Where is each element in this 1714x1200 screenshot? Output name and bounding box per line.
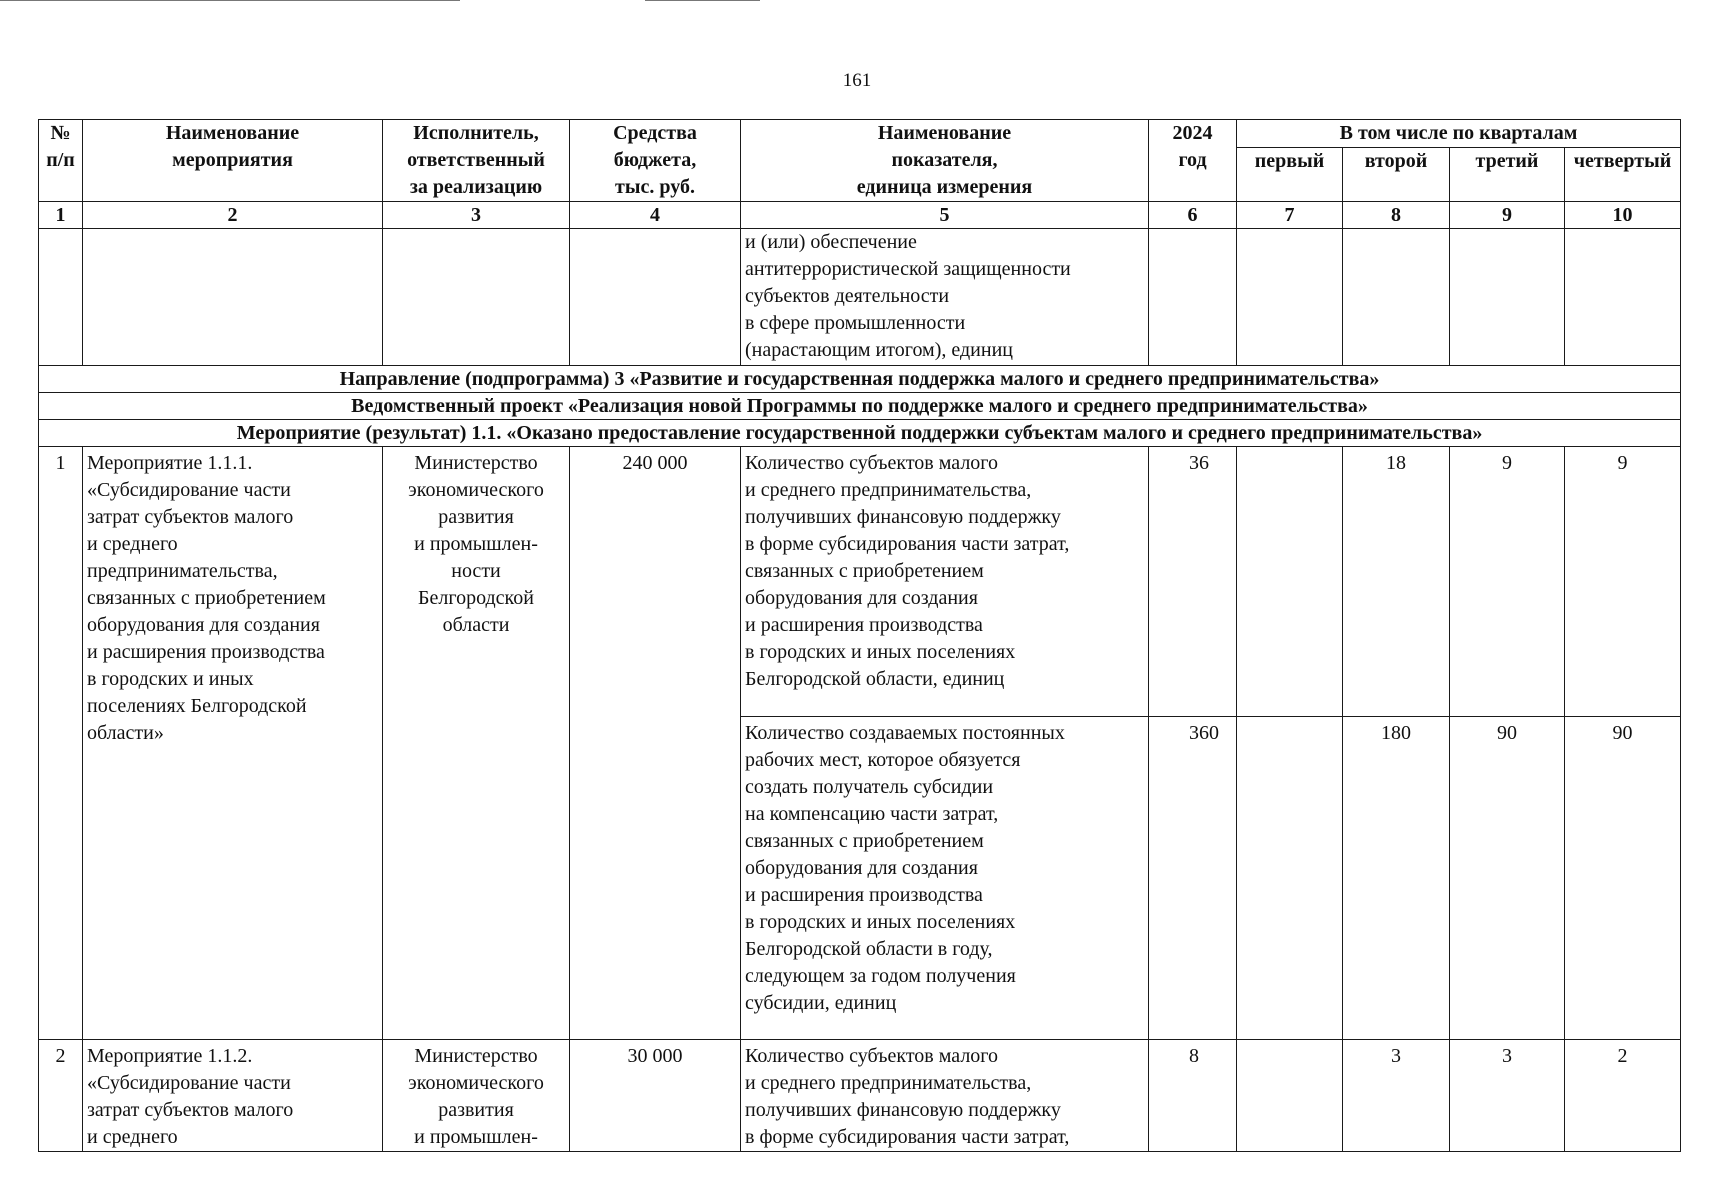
- project-banner: Ведомственный проект «Реализация новой Программы по поддержке малого и среднего предпринимательства»: [39, 393, 1681, 420]
- q4-value: 9: [1565, 447, 1681, 717]
- year-value: 36: [1149, 447, 1237, 717]
- column-number: 5: [741, 202, 1149, 229]
- header-year: 2024 год: [1149, 120, 1237, 202]
- column-number: 7: [1237, 202, 1343, 229]
- measure-name: Мероприятие 1.1.2. «Субсидирование части затрат субъектов малого и среднего: [83, 1040, 383, 1152]
- year-value: 360: [1149, 717, 1237, 1040]
- continuation-row: [39, 229, 1681, 366]
- scan-edge-line-right: [645, 0, 760, 1]
- q1-value: [1237, 717, 1343, 1040]
- row-number: 2: [39, 1040, 83, 1152]
- continuation-indicator: и (или) обеспечение антитеррористической защищенности субъектов деятельности в сфере промышленности (нарастающим итогом), единиц: [741, 229, 1149, 366]
- header-executor: Исполнитель, ответственный за реализацию: [383, 120, 570, 202]
- q2-value: 18: [1343, 447, 1450, 717]
- q3-value: 9: [1450, 447, 1565, 717]
- header-quarter-1: первый: [1237, 148, 1343, 202]
- measure-name: Мероприятие 1.1.1. «Субсидирование части затрат субъектов малого и среднего предпринимательства, связанных с приобретением оборудования для создания и расширения производства в городских и иных поселениях Белгородской области»: [83, 447, 383, 1040]
- executor: Министерство экономического развития и промышлен- ности Белгородской области: [383, 447, 570, 1040]
- header-quarter-4: четвертый: [1565, 148, 1681, 202]
- q2-value: 3: [1343, 1040, 1450, 1152]
- column-number: 1: [39, 202, 83, 229]
- result-banner: Мероприятие (результат) 1.1. «Оказано предоставление государственной поддержки субъектам малого и среднего предпринимательства»: [39, 420, 1681, 447]
- budget-amount: 30 000: [570, 1040, 741, 1152]
- indicator-text: Количество субъектов малого и среднего предпринимательства, получивших финансовую поддержку в форме субсидирования части затрат,: [741, 1040, 1149, 1152]
- q3-value: 90: [1450, 717, 1565, 1040]
- direction-banner-row: [39, 366, 1681, 393]
- q1-value: [1237, 447, 1343, 717]
- indicator-text: Количество субъектов малого и среднего предпринимательства, получивших финансовую поддержку в форме субсидирования части затрат, связанных с приобретением оборудования для создания и расширения производства в городских и иных поселениях Белгородской области, единиц: [741, 447, 1149, 717]
- header-quarter-3: третий: [1450, 148, 1565, 202]
- column-number: 6: [1149, 202, 1237, 229]
- program-table: [38, 119, 1681, 1152]
- q4-value: 90: [1565, 717, 1681, 1040]
- project-banner-row: [39, 393, 1681, 420]
- scan-edge-line-left: [0, 0, 460, 1]
- header-num: № п/п: [39, 120, 83, 202]
- header-budget: Средства бюджета, тыс. руб.: [570, 120, 741, 202]
- column-number: 8: [1343, 202, 1450, 229]
- table-row: [39, 1040, 1681, 1152]
- q1-value: [1237, 1040, 1343, 1152]
- q3-value: 3: [1450, 1040, 1565, 1152]
- indicator-text: Количество создаваемых постоянных рабочих мест, которое обязуется создать получатель субсидии на компенсацию части затрат, связанных с приобретением оборудования для создания и расширения производства в городских и иных поселениях Белгородской области в году, следующем за годом получения субсидии, единиц: [741, 717, 1149, 1040]
- row-number: 1: [39, 447, 83, 1040]
- column-number: 9: [1450, 202, 1565, 229]
- budget-amount: 240 000: [570, 447, 741, 1040]
- column-number: 10: [1565, 202, 1681, 229]
- column-number-row: [39, 202, 1681, 229]
- direction-banner: Направление (подпрограмма) 3 «Развитие и государственная поддержка малого и среднего предпринимательства»: [39, 366, 1681, 393]
- column-number: 2: [83, 202, 383, 229]
- page-number: 161: [842, 70, 872, 91]
- q4-value: 2: [1565, 1040, 1681, 1152]
- header-name: Наименование мероприятия: [83, 120, 383, 202]
- year-value: 8: [1149, 1040, 1237, 1152]
- table-row: [39, 447, 1681, 717]
- column-number: 3: [383, 202, 570, 229]
- executor: Министерство экономического развития и промышлен-: [383, 1040, 570, 1152]
- header-quarter-2: второй: [1343, 148, 1450, 202]
- header-row-top: [39, 120, 1681, 148]
- header-quarters-group: В том числе по кварталам: [1237, 120, 1681, 148]
- result-banner-row: [39, 420, 1681, 447]
- header-indicator: Наименование показателя, единица измерения: [741, 120, 1149, 202]
- column-number: 4: [570, 202, 741, 229]
- q2-value: 180: [1343, 717, 1450, 1040]
